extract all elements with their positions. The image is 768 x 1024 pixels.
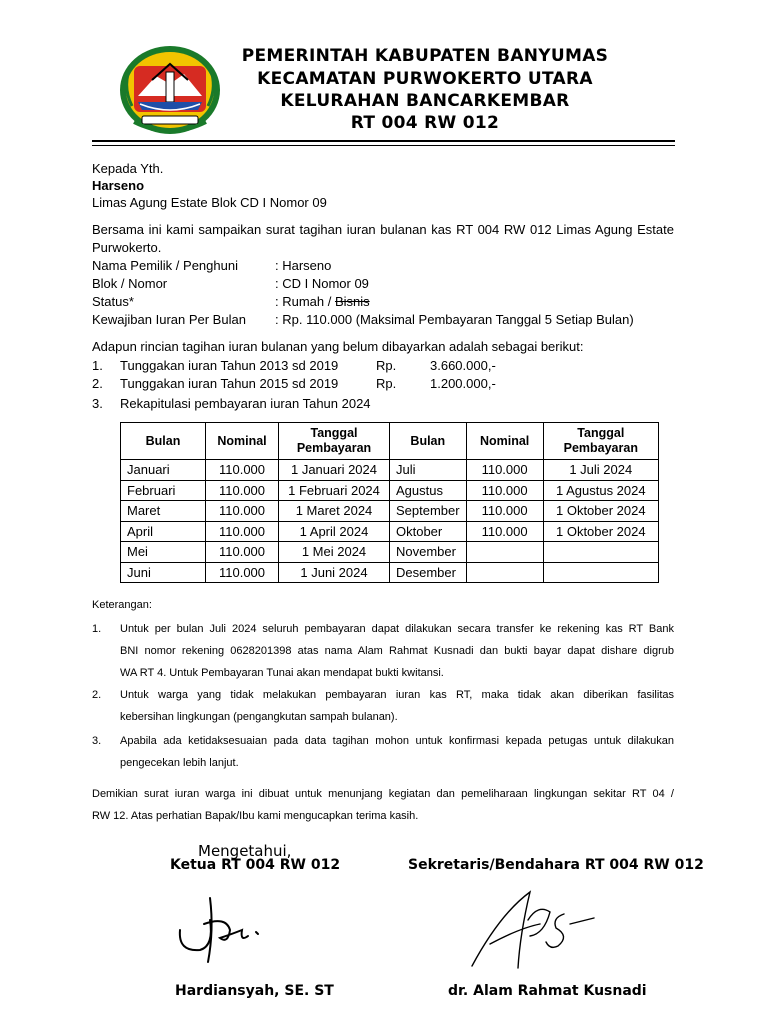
note-1-line-3: WA RT 4. Untuk Pembayaran Tunai akan mendapat bukti kwitansi. bbox=[120, 667, 444, 679]
rincian-item-currency: Rp. bbox=[376, 358, 397, 373]
letterhead-rule-thick bbox=[92, 140, 675, 142]
table-row bbox=[121, 501, 659, 522]
closing-line-2: RW 12. Atas perhatian Bapak/Ibu kami mengucapkan terima kasih. bbox=[92, 810, 419, 822]
recipient-name: Harseno bbox=[92, 178, 145, 193]
table-row bbox=[121, 521, 659, 542]
rincian-item-currency: Rp. bbox=[376, 376, 397, 391]
rincian-item-amount: 3.660.000,- bbox=[430, 358, 496, 373]
rincian-intro: Adapun rincian tagihan iuran bulanan yang belum dibayarkan adalah sebagai berikut: bbox=[92, 339, 584, 354]
header-line-village: KELURAHAN BANCARKEMBAR bbox=[280, 91, 570, 111]
table-row bbox=[121, 542, 659, 563]
cell-amount: 110.000 bbox=[466, 521, 543, 542]
owner-label: Nama Pemilik / Penghuni bbox=[92, 258, 238, 273]
status-strike-text: Bisnis bbox=[334, 294, 370, 309]
note-1-line-1: Untuk per bulan Juli 2024 seluruh pembayaran dapat dilakukan secara transfer ke rekening kas RT Bank bbox=[120, 623, 674, 635]
cell-month: Oktober bbox=[390, 521, 467, 542]
status-value bbox=[275, 293, 370, 311]
note-number: 3. bbox=[92, 735, 102, 747]
cell-date: 1 Agustus 2024 bbox=[543, 480, 658, 501]
cell-amount: 110.000 bbox=[206, 460, 279, 481]
status-value-text: : Rumah / bbox=[275, 294, 335, 309]
cell-month: September bbox=[390, 501, 467, 522]
note-number: 2. bbox=[92, 689, 102, 701]
right-signer-title: Sekretaris/Bendahara RT 004 RW 012 bbox=[408, 857, 704, 873]
col-header-amount: Nominal bbox=[466, 423, 543, 460]
note-3-line-2: pengecekan lebih lanjut. bbox=[120, 757, 239, 769]
table-row bbox=[121, 460, 659, 481]
col-header-date: Tanggal Pembayaran bbox=[543, 423, 658, 460]
cell-date: 1 Oktober 2024 bbox=[543, 521, 658, 542]
note-1-line-2: BNI nomor rekening 0628201398 atas nama Alam Rahmat Kusnadi dan bukti bayar dapat dishare digrub bbox=[120, 645, 674, 657]
rincian-item-number: 1. bbox=[92, 358, 103, 373]
left-signature-image bbox=[170, 890, 270, 970]
left-signer-name: Hardiansyah, SE. ST bbox=[175, 983, 334, 999]
note-2-line-2: kebersihan lingkungan (pengangkutan sampah bulanan). bbox=[120, 711, 398, 723]
rincian-item-number: 3. bbox=[92, 396, 103, 411]
block-value: : CD I Nomor 09 bbox=[275, 276, 369, 291]
cell-amount: 110.000 bbox=[206, 521, 279, 542]
rincian-item-text: Rekapitulasi pembayaran iuran Tahun 2024 bbox=[120, 396, 371, 411]
cell-date bbox=[543, 562, 658, 583]
header-line-rt-rw: RT 004 RW 012 bbox=[350, 113, 500, 133]
cell-amount: 110.000 bbox=[206, 562, 279, 583]
block-label: Blok / Nomor bbox=[92, 276, 168, 291]
cell-month: Februari bbox=[121, 480, 206, 501]
cell-amount: 110.000 bbox=[206, 501, 279, 522]
cell-date: 1 April 2024 bbox=[279, 521, 390, 542]
dues-value: : Rp. 110.000 (Maksimal Pembayaran Tanggal 5 Setiap Bulan) bbox=[275, 312, 634, 327]
recipient-greeting: Kepada Yth. bbox=[92, 161, 164, 176]
note-3-line-1: Apabila ada ketidaksesuaian pada data tagihan mohon untuk konfirmasi kepada petugas untuk dilakukan bbox=[120, 735, 674, 747]
intro-line-2: Purwokerto. bbox=[92, 240, 162, 255]
note-number: 1. bbox=[92, 623, 102, 635]
closing-line-1: Demikian surat iuran warga ini dibuat untuk menunjang kegiatan dan pemeliharaan lingkungan sekitar RT 04 / bbox=[92, 788, 674, 800]
cell-amount: 110.000 bbox=[206, 480, 279, 501]
cell-date: 1 Januari 2024 bbox=[279, 460, 390, 481]
cell-month: Juni bbox=[121, 562, 206, 583]
cell-date: 1 Mei 2024 bbox=[279, 542, 390, 563]
dues-label: Kewajiban Iuran Per Bulan bbox=[92, 312, 246, 327]
letterhead-rule-thin bbox=[92, 145, 675, 146]
right-signature-image bbox=[460, 884, 600, 974]
col-header-month: Bulan bbox=[121, 423, 206, 460]
rincian-item-text: Tunggakan iuran Tahun 2013 sd 2019 bbox=[120, 358, 339, 373]
cell-amount bbox=[466, 562, 543, 583]
status-label: Status* bbox=[92, 294, 134, 309]
intro-line-1: Bersama ini kami sampaikan surat tagihan iuran bulanan kas RT 004 RW 012 Limas Agung Estate bbox=[92, 222, 674, 237]
table-row bbox=[121, 562, 659, 583]
col-header-amount: Nominal bbox=[206, 423, 279, 460]
payment-recap-table bbox=[120, 422, 659, 583]
rincian-item-number: 2. bbox=[92, 376, 103, 391]
cell-amount: 110.000 bbox=[466, 501, 543, 522]
cell-date: 1 Oktober 2024 bbox=[543, 501, 658, 522]
cell-month: Januari bbox=[121, 460, 206, 481]
cell-amount: 110.000 bbox=[206, 542, 279, 563]
cell-date: 1 Maret 2024 bbox=[279, 501, 390, 522]
notes-title: Keterangan: bbox=[92, 599, 152, 611]
cell-month: Mei bbox=[121, 542, 206, 563]
note-2-line-1: Untuk warga yang tidak melakukan pembayaran iuran kas RT, maka tidak akan diberikan fasilitas bbox=[120, 689, 674, 701]
cell-month: November bbox=[390, 542, 467, 563]
left-signer-title: Ketua RT 004 RW 012 bbox=[170, 857, 341, 873]
cell-date bbox=[543, 542, 658, 563]
right-signer-name: dr. Alam Rahmat Kusnadi bbox=[448, 983, 647, 999]
cell-month: Desember bbox=[390, 562, 467, 583]
table-row bbox=[121, 480, 659, 501]
owner-value: : Harseno bbox=[275, 258, 332, 273]
rincian-item-text: Tunggakan iuran Tahun 2015 sd 2019 bbox=[120, 376, 339, 391]
cell-month: Juli bbox=[390, 460, 467, 481]
table-header-row bbox=[121, 423, 659, 460]
col-header-date: Tanggal Pembayaran bbox=[279, 423, 390, 460]
cell-date: 1 Juli 2024 bbox=[543, 460, 658, 481]
rincian-item-amount: 1.200.000,- bbox=[430, 376, 496, 391]
cell-month: Agustus bbox=[390, 480, 467, 501]
cell-amount: 110.000 bbox=[466, 480, 543, 501]
cell-amount bbox=[466, 542, 543, 563]
cell-amount: 110.000 bbox=[466, 460, 543, 481]
cell-date: 1 Juni 2024 bbox=[279, 562, 390, 583]
recipient-address: Limas Agung Estate Blok CD I Nomor 09 bbox=[92, 195, 327, 210]
cell-month: April bbox=[121, 521, 206, 542]
header-line-government: PEMERINTAH KABUPATEN BANYUMAS bbox=[241, 46, 609, 66]
cell-date: 1 Februari 2024 bbox=[279, 480, 390, 501]
col-header-month: Bulan bbox=[390, 423, 467, 460]
cell-month: Maret bbox=[121, 501, 206, 522]
header-line-district: KECAMATAN PURWOKERTO UTARA bbox=[257, 69, 593, 89]
acknowledged-label: Mengetahui, bbox=[198, 842, 292, 860]
